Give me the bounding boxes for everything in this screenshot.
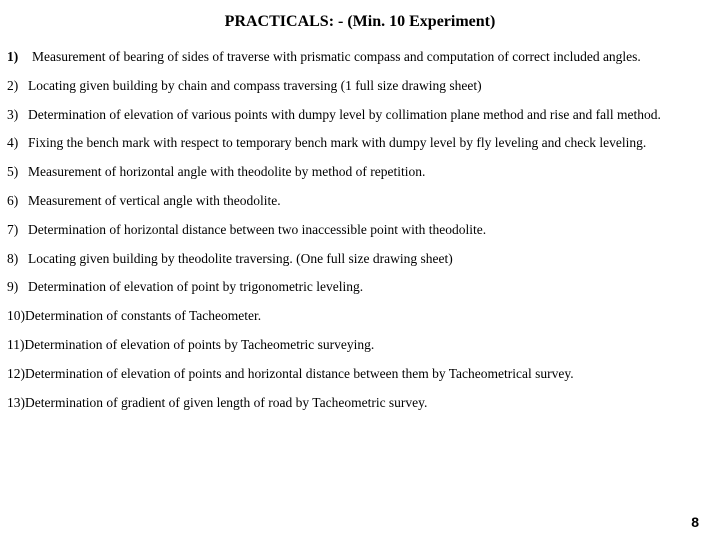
list-item <box>7 101 712 130</box>
item-number: 12) <box>7 365 25 381</box>
list-item <box>7 72 712 101</box>
list-item <box>7 129 712 158</box>
item-text: Determination of elevation of point by trigonometric leveling. <box>28 279 364 295</box>
item-text: Measurement of vertical angle with theodolite. <box>28 192 281 208</box>
item-text: Measurement of horizontal angle with theodolite by method of repetition. <box>28 164 426 180</box>
item-text: Determination of elevation of various points with dumpy level by collimation plane method and rise and fall method. <box>28 106 661 122</box>
item-text: Locating given building by chain and compass traversing (1 full size drawing sheet) <box>28 77 482 93</box>
item-text: Determination of elevation of points by Tacheometric surveying. <box>24 336 375 352</box>
item-number: 13) <box>7 394 25 410</box>
item-number: 5) <box>7 164 19 180</box>
item-text: Determination of elevation of points and horizontal distance between them by Tacheometrical survey. <box>25 365 574 381</box>
list-item <box>7 273 712 302</box>
page-title: PRACTICALS: - (Min. 10 Experiment) <box>224 13 496 30</box>
item-text: Determination of horizontal distance between two inaccessible point with theodolite. <box>28 221 487 237</box>
list-item <box>7 187 712 216</box>
list-item <box>7 245 712 274</box>
item-number: 11) <box>7 336 25 352</box>
practicals-list <box>7 43 712 417</box>
page-number: 8 <box>691 514 699 530</box>
item-number: 7) <box>7 221 19 237</box>
item-text: Measurement of bearing of sides of traverse with prismatic compass and computation of correct included angles. <box>32 49 641 64</box>
item-text: Locating given building by theodolite traversing. (One full size drawing sheet) <box>28 250 453 266</box>
list-item <box>7 216 712 245</box>
item-number: 3) <box>7 106 19 122</box>
item-number: 4) <box>7 135 19 151</box>
item-number: 10) <box>7 308 25 324</box>
item-number: 9) <box>7 279 19 295</box>
item-text: Fixing the bench mark with respect to temporary bench mark with dumpy level by fly leveling and check leveling. <box>28 135 647 151</box>
list-item <box>7 158 712 187</box>
item-number: 6) <box>7 192 19 208</box>
list-item <box>7 331 712 360</box>
list-item <box>7 302 712 331</box>
item-number: 2) <box>7 77 19 93</box>
item-number: 8) <box>7 250 19 266</box>
list-item <box>7 389 712 418</box>
item-text: Determination of constants of Tacheometer. <box>25 308 262 324</box>
item-number: 1) <box>7 49 19 64</box>
item-text: Determination of gradient of given length of road by Tacheometric survey. <box>25 394 428 410</box>
list-item <box>7 43 712 72</box>
list-item <box>7 360 712 389</box>
